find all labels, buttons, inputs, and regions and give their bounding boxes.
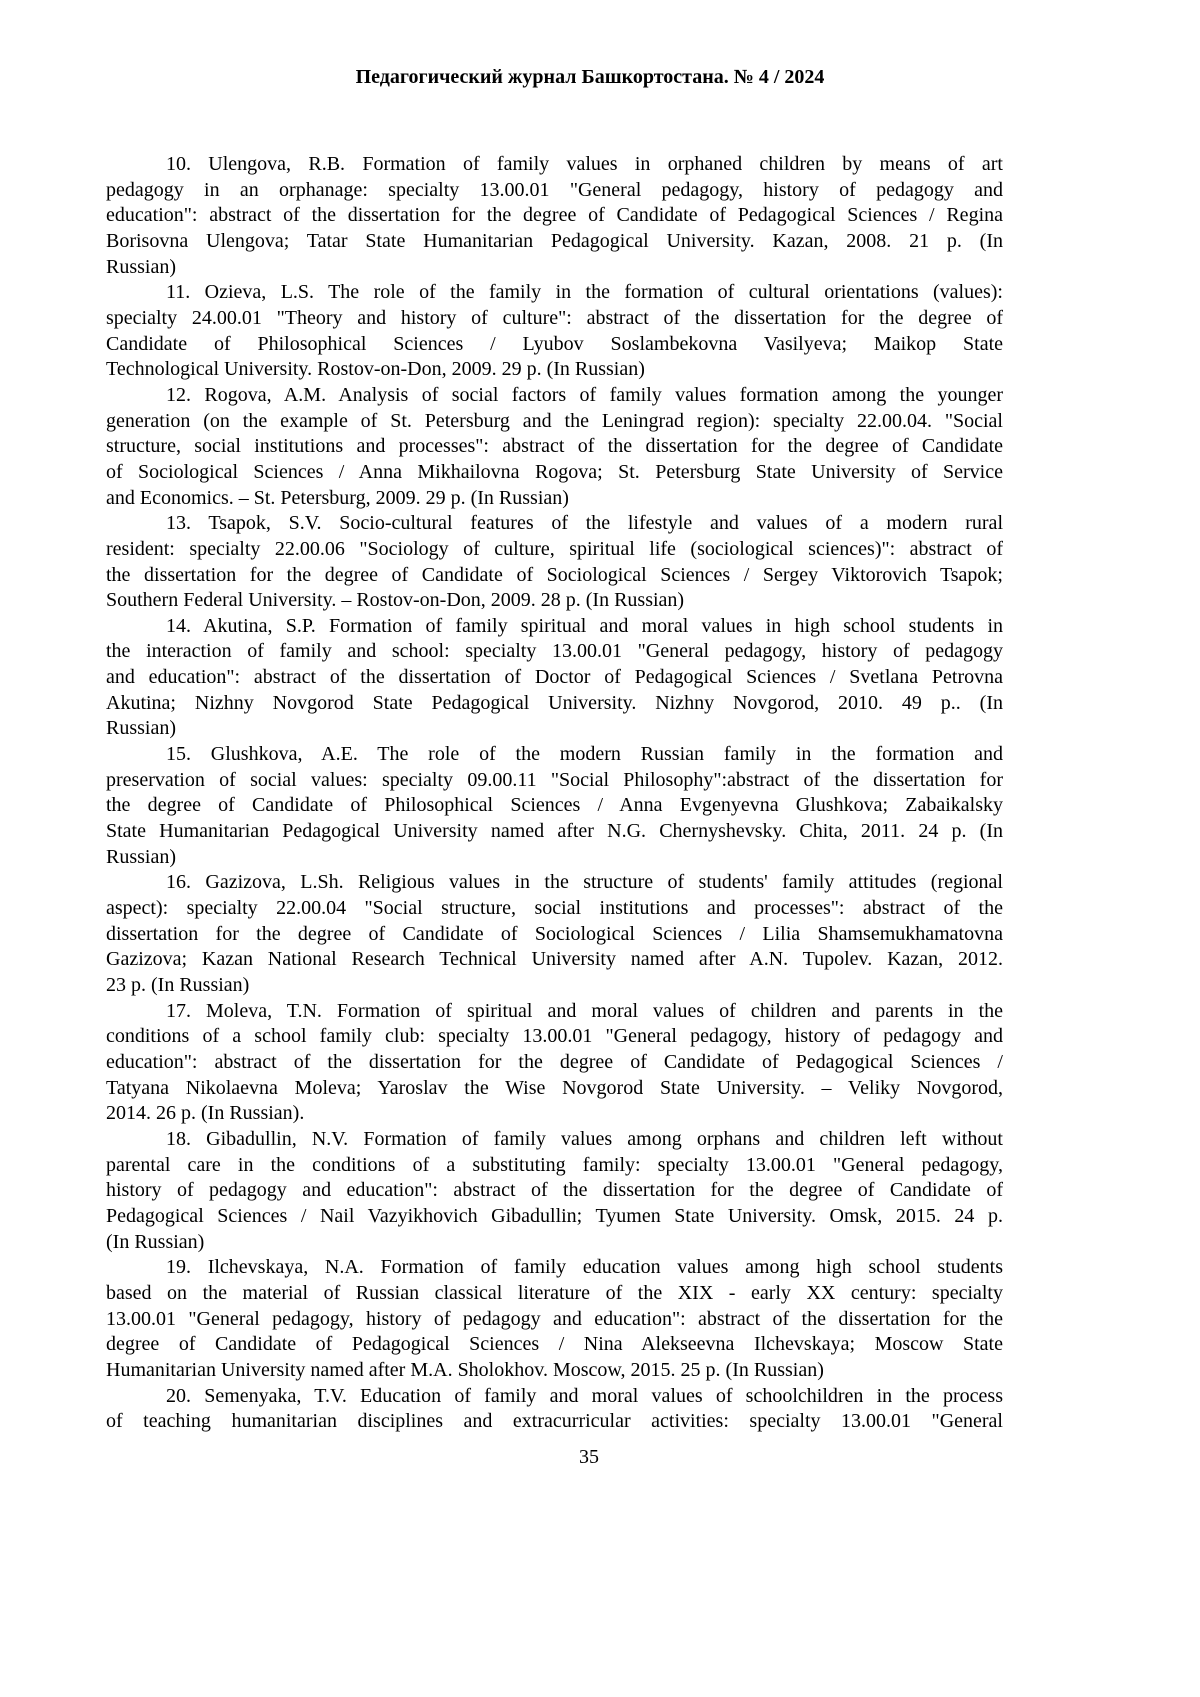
reference-item	[106, 614, 1003, 742]
reference-line: structure, social institutions and processes": abstract of the dissertation for the degree of Candidate	[106, 434, 1003, 460]
reference-line: Gazizova; Kazan National Research Technical University named after A.N. Tupolev. Kazan, 2012.	[106, 947, 1003, 973]
reference-line: education": abstract of the dissertation for the degree of Candidate of Pedagogical Sciences /	[106, 1050, 1003, 1076]
reference-line: preservation of social values: specialty 09.00.11 "Social Philosophy":abstract of the dissertation for	[106, 768, 1003, 794]
reference-item	[106, 383, 1003, 511]
reference-item	[106, 280, 1003, 383]
reference-item	[106, 1384, 1003, 1435]
reference-item	[106, 870, 1003, 998]
reference-line: Humanitarian University named after M.A. Sholokhov. Moscow, 2015. 25 p. (In Russian)	[106, 1358, 1003, 1384]
reference-line: Technological University. Rostov-on-Don, 2009. 29 p. (In Russian)	[106, 357, 1003, 383]
reference-line: conditions of a school family club: specialty 13.00.01 "General pedagogy, history of pedagogy and	[106, 1024, 1003, 1050]
reference-line: 16. Gazizova, L.Sh. Religious values in the structure of students' family attitudes (regional	[106, 870, 1003, 896]
reference-line: State Humanitarian Pedagogical University named after N.G. Chernyshevsky. Chita, 2011. 24 p. (In	[106, 819, 1003, 845]
reference-line: Russian)	[106, 255, 1003, 281]
reference-item	[106, 742, 1003, 870]
reference-line: based on the material of Russian classical literature of the XIX - early XX century: specialty	[106, 1281, 1003, 1307]
reference-line: 2014. 26 p. (In Russian).	[106, 1101, 1003, 1127]
reference-line: aspect): specialty 22.00.04 "Social structure, social institutions and processes": abstract of the	[106, 896, 1003, 922]
reference-line: 13. Tsapok, S.V. Socio-cultural features of the lifestyle and values of a modern rural	[106, 511, 1003, 537]
reference-line: 20. Semenyaka, T.V. Education of family and moral values of schoolchildren in the process	[106, 1384, 1003, 1410]
reference-line: Borisovna Ulengova; Tatar State Humanitarian Pedagogical University. Kazan, 2008. 21 p. (In	[106, 229, 1003, 255]
reference-line: 18. Gibadullin, N.V. Formation of family values among orphans and children left without	[106, 1127, 1003, 1153]
reference-line: history of pedagogy and education": abstract of the dissertation for the degree of Candidate of	[106, 1178, 1003, 1204]
reference-line: 12. Rogova, A.M. Analysis of social factors of family values formation among the younger	[106, 383, 1003, 409]
reference-line: 17. Moleva, T.N. Formation of spiritual and moral values of children and parents in the	[106, 999, 1003, 1025]
reference-line: the dissertation for the degree of Candidate of Sociological Sciences / Sergey Viktorovich Tsapok;	[106, 563, 1003, 589]
reference-line: education": abstract of the dissertation for the degree of Candidate of Pedagogical Sciences / Regina	[106, 203, 1003, 229]
reference-line: pedagogy in an orphanage: specialty 13.00.01 "General pedagogy, history of pedagogy and	[106, 178, 1003, 204]
reference-line: 13.00.01 "General pedagogy, history of pedagogy and education": abstract of the dissertation for the	[106, 1307, 1003, 1333]
reference-line: of Sociological Sciences / Anna Mikhailovna Rogova; St. Petersburg State University of Service	[106, 460, 1003, 486]
reference-line: 14. Akutina, S.P. Formation of family spiritual and moral values in high school students in	[106, 614, 1003, 640]
reference-line: Tatyana Nikolaevna Moleva; Yaroslav the Wise Novgorod State University. – Veliky Novgorod,	[106, 1076, 1003, 1102]
reference-line: and Economics. – St. Petersburg, 2009. 29 p. (In Russian)	[106, 486, 1003, 512]
reference-item	[106, 511, 1003, 614]
reference-line: 19. Ilchevskaya, N.A. Formation of family education values among high school students	[106, 1255, 1003, 1281]
reference-line: Candidate of Philosophical Sciences / Lyubov Soslambekovna Vasilyeva; Maikop State	[106, 332, 1003, 358]
reference-line: parental care in the conditions of a substituting family: specialty 13.00.01 "General pedagogy,	[106, 1153, 1003, 1179]
reference-line: Russian)	[106, 845, 1003, 871]
reference-line: (In Russian)	[106, 1230, 1003, 1256]
reference-item	[106, 1127, 1003, 1255]
reference-item	[106, 999, 1003, 1127]
reference-line: Russian)	[106, 716, 1003, 742]
reference-line: dissertation for the degree of Candidate of Sociological Sciences / Lilia Shamsemukhamatovna	[106, 922, 1003, 948]
journal-header: Педагогический журнал Башкортостана. № 4 / 2024	[0, 66, 1180, 89]
reference-line: degree of Candidate of Pedagogical Sciences / Nina Alekseevna Ilchevskaya; Moscow State	[106, 1332, 1003, 1358]
reference-line: and education": abstract of the dissertation of Doctor of Pedagogical Sciences / Svetlana Petrovna	[106, 665, 1003, 691]
reference-list	[106, 152, 1003, 1435]
reference-line: generation (on the example of St. Petersburg and the Leningrad region): specialty 22.00.04. "Social	[106, 409, 1003, 435]
reference-line: 11. Ozieva, L.S. The role of the family in the formation of cultural orientations (values):	[106, 280, 1003, 306]
reference-line: 23 p. (In Russian)	[106, 973, 1003, 999]
reference-line: 10. Ulengova, R.B. Formation of family values in orphaned children by means of art	[106, 152, 1003, 178]
reference-line: of teaching humanitarian disciplines and extracurricular activities: specialty 13.00.01 "General	[106, 1409, 1003, 1435]
reference-line: Pedagogical Sciences / Nail Vazyikhovich Gibadullin; Tyumen State University. Omsk, 2015. 24 p.	[106, 1204, 1003, 1230]
reference-line: the interaction of family and school: specialty 13.00.01 "General pedagogy, history of pedagogy	[106, 639, 1003, 665]
reference-line: Akutina; Nizhny Novgorod State Pedagogical University. Nizhny Novgorod, 2010. 49 p.. (In	[106, 691, 1003, 717]
reference-line: resident: specialty 22.00.06 "Sociology of culture, spiritual life (sociological sciences)": abstract of	[106, 537, 1003, 563]
reference-line: Southern Federal University. – Rostov-on-Don, 2009. 28 p. (In Russian)	[106, 588, 1003, 614]
reference-item	[106, 152, 1003, 280]
page-number: 35	[0, 1446, 1178, 1469]
reference-line: 15. Glushkova, A.E. The role of the modern Russian family in the formation and	[106, 742, 1003, 768]
reference-line: specialty 24.00.01 "Theory and history of culture": abstract of the dissertation for the degree of	[106, 306, 1003, 332]
reference-line: the degree of Candidate of Philosophical Sciences / Anna Evgenyevna Glushkova; Zabaikalsky	[106, 793, 1003, 819]
reference-item	[106, 1255, 1003, 1383]
